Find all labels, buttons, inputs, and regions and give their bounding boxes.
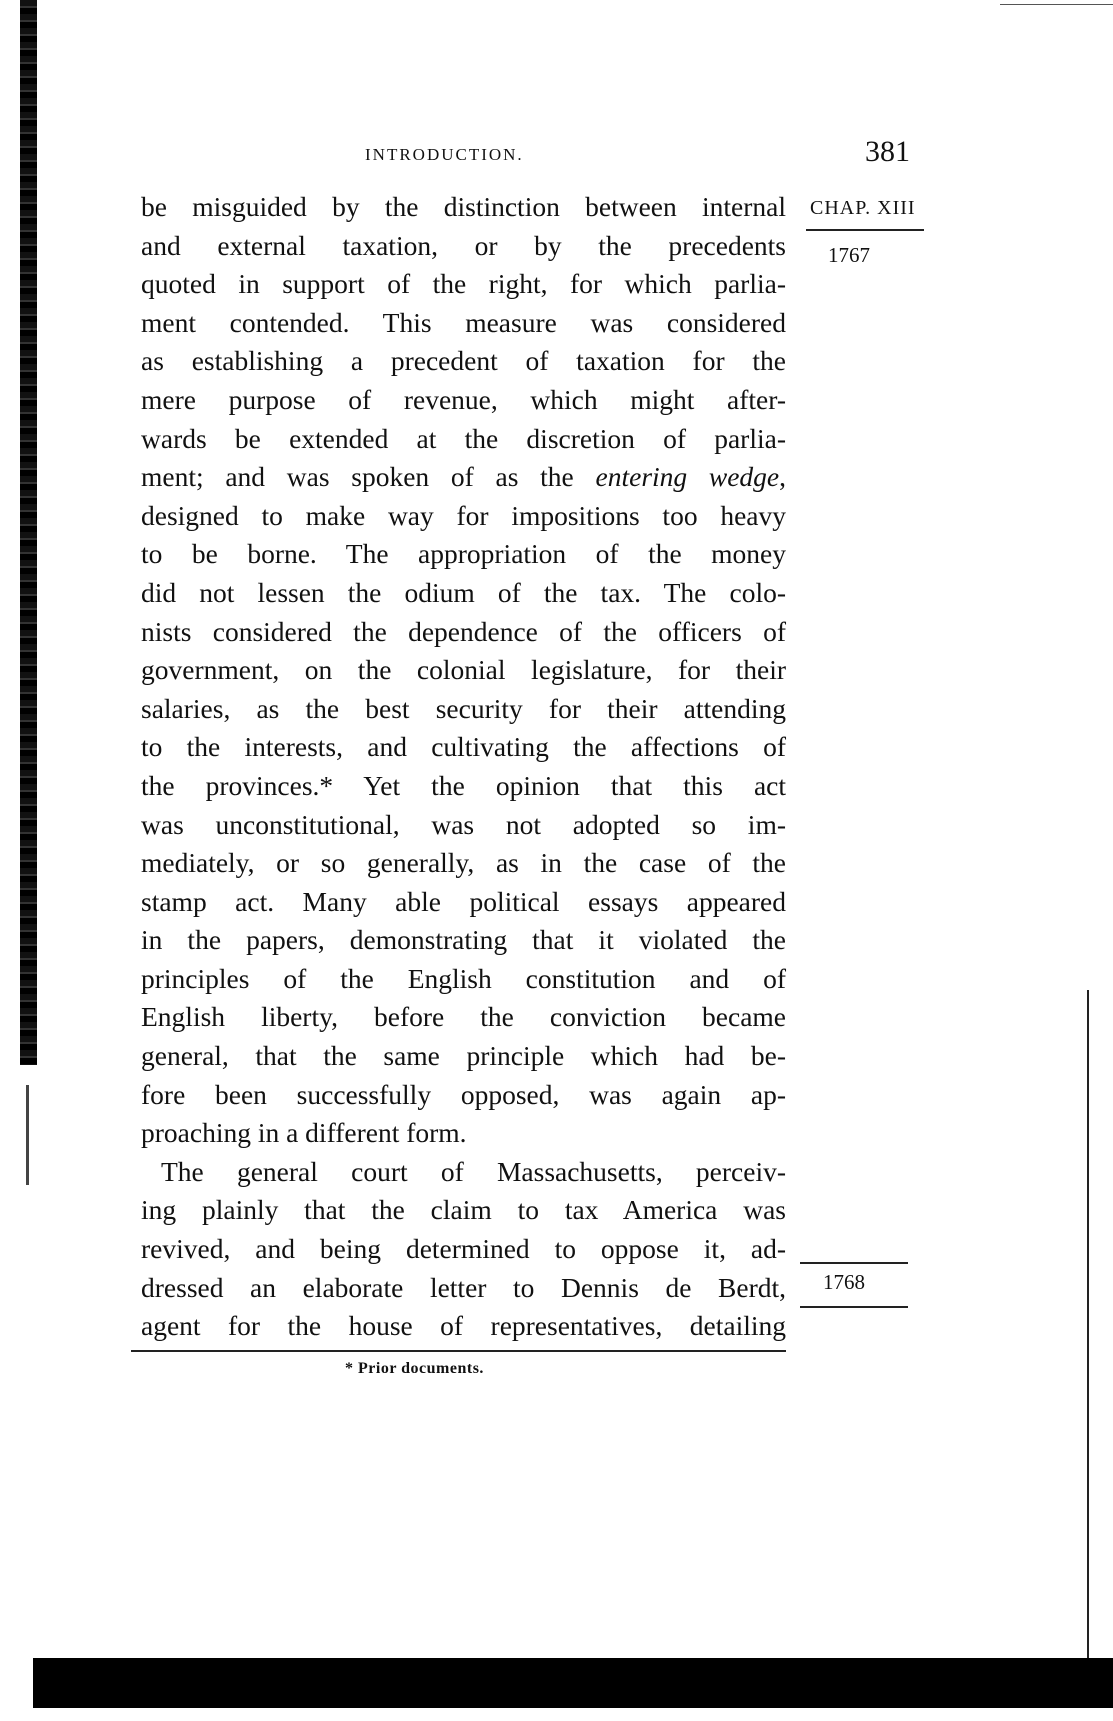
- text-line: [141, 458, 786, 497]
- text-line: in the papers, demonstrating that it violated the: [141, 924, 786, 956]
- text-line: ment contended. This measure was considered: [141, 306, 786, 338]
- text-line: stamp act. Many able political essays appeared: [141, 885, 786, 917]
- running-title: INTRODUCTION.: [365, 145, 524, 164]
- italic-phrase: entering wedge: [595, 461, 780, 493]
- text-line: The general court of Massachusetts, perceiv-: [161, 1155, 786, 1187]
- text-line: government, on the colonial legislature, for their: [141, 654, 786, 686]
- text-line: mere purpose of revenue, which might after-: [141, 383, 786, 415]
- footnote-rule: [131, 1350, 786, 1352]
- text-line: to be borne. The appropriation of the money: [141, 538, 786, 570]
- text-line: the provinces.* Yet the opinion that this act: [141, 769, 786, 801]
- scan-edge-line: [1000, 4, 1113, 5]
- text-line: English liberty, before the conviction became: [141, 1001, 786, 1033]
- margin-year: 1767: [828, 243, 870, 267]
- text-line: and external taxation, or by the precedents: [141, 229, 786, 261]
- margin-rule: [806, 229, 924, 231]
- text-line: principles of the English constitution and of: [141, 962, 786, 994]
- text-line: quoted in support of the right, for which parlia-: [141, 268, 786, 300]
- margin-year: 1768: [823, 1270, 865, 1294]
- page-number: 381: [865, 135, 910, 168]
- text-line: did not lessen the odium of the tax. The colo-: [141, 576, 786, 608]
- text-line: to the interests, and cultivating the affections of: [141, 731, 786, 763]
- text-line: wards be extended at the discretion of parlia-: [141, 422, 786, 454]
- text-line: nists considered the dependence of the officers of: [141, 615, 786, 647]
- text-line: designed to make way for impositions too heavy: [141, 499, 786, 531]
- text-line: salaries, as the best security for their attending: [141, 692, 786, 724]
- text-segment: ,: [779, 461, 787, 493]
- text-line: fore been successfully opposed, was again ap-: [141, 1078, 786, 1110]
- page-right-edge: [1087, 990, 1089, 1660]
- scan-bottom-shadow: [33, 1658, 1113, 1708]
- margin-chapter: CHAP. XIII: [810, 197, 916, 219]
- footnote: * Prior documents.: [345, 1360, 484, 1377]
- body-text: [141, 188, 786, 1346]
- book-binding-edge: [20, 0, 37, 1065]
- text-line: general, that the same principle which had be-: [141, 1040, 786, 1072]
- text-line: was unconstitutional, was not adopted so im-: [141, 808, 786, 840]
- text-line: mediately, or so generally, as in the case of the: [141, 847, 786, 879]
- text-line: agent for the house of representatives, detailing: [141, 1310, 786, 1342]
- text-line: as establishing a precedent of taxation for the: [141, 345, 786, 377]
- text-line: revived, and being determined to oppose it, ad-: [141, 1233, 786, 1265]
- text-line: be misguided by the distinction between internal: [141, 191, 786, 222]
- margin-rule: [800, 1262, 908, 1264]
- book-binding-edge-lower: [26, 1085, 29, 1185]
- text-line: ing plainly that the claim to tax America was: [141, 1194, 786, 1226]
- margin-rule: [800, 1306, 908, 1308]
- text-line: dressed an elaborate letter to Dennis de Berdt,: [141, 1271, 786, 1303]
- text-segment: ment; and was spoken of as the: [141, 461, 574, 493]
- text-line: proaching in a different form.: [141, 1117, 467, 1149]
